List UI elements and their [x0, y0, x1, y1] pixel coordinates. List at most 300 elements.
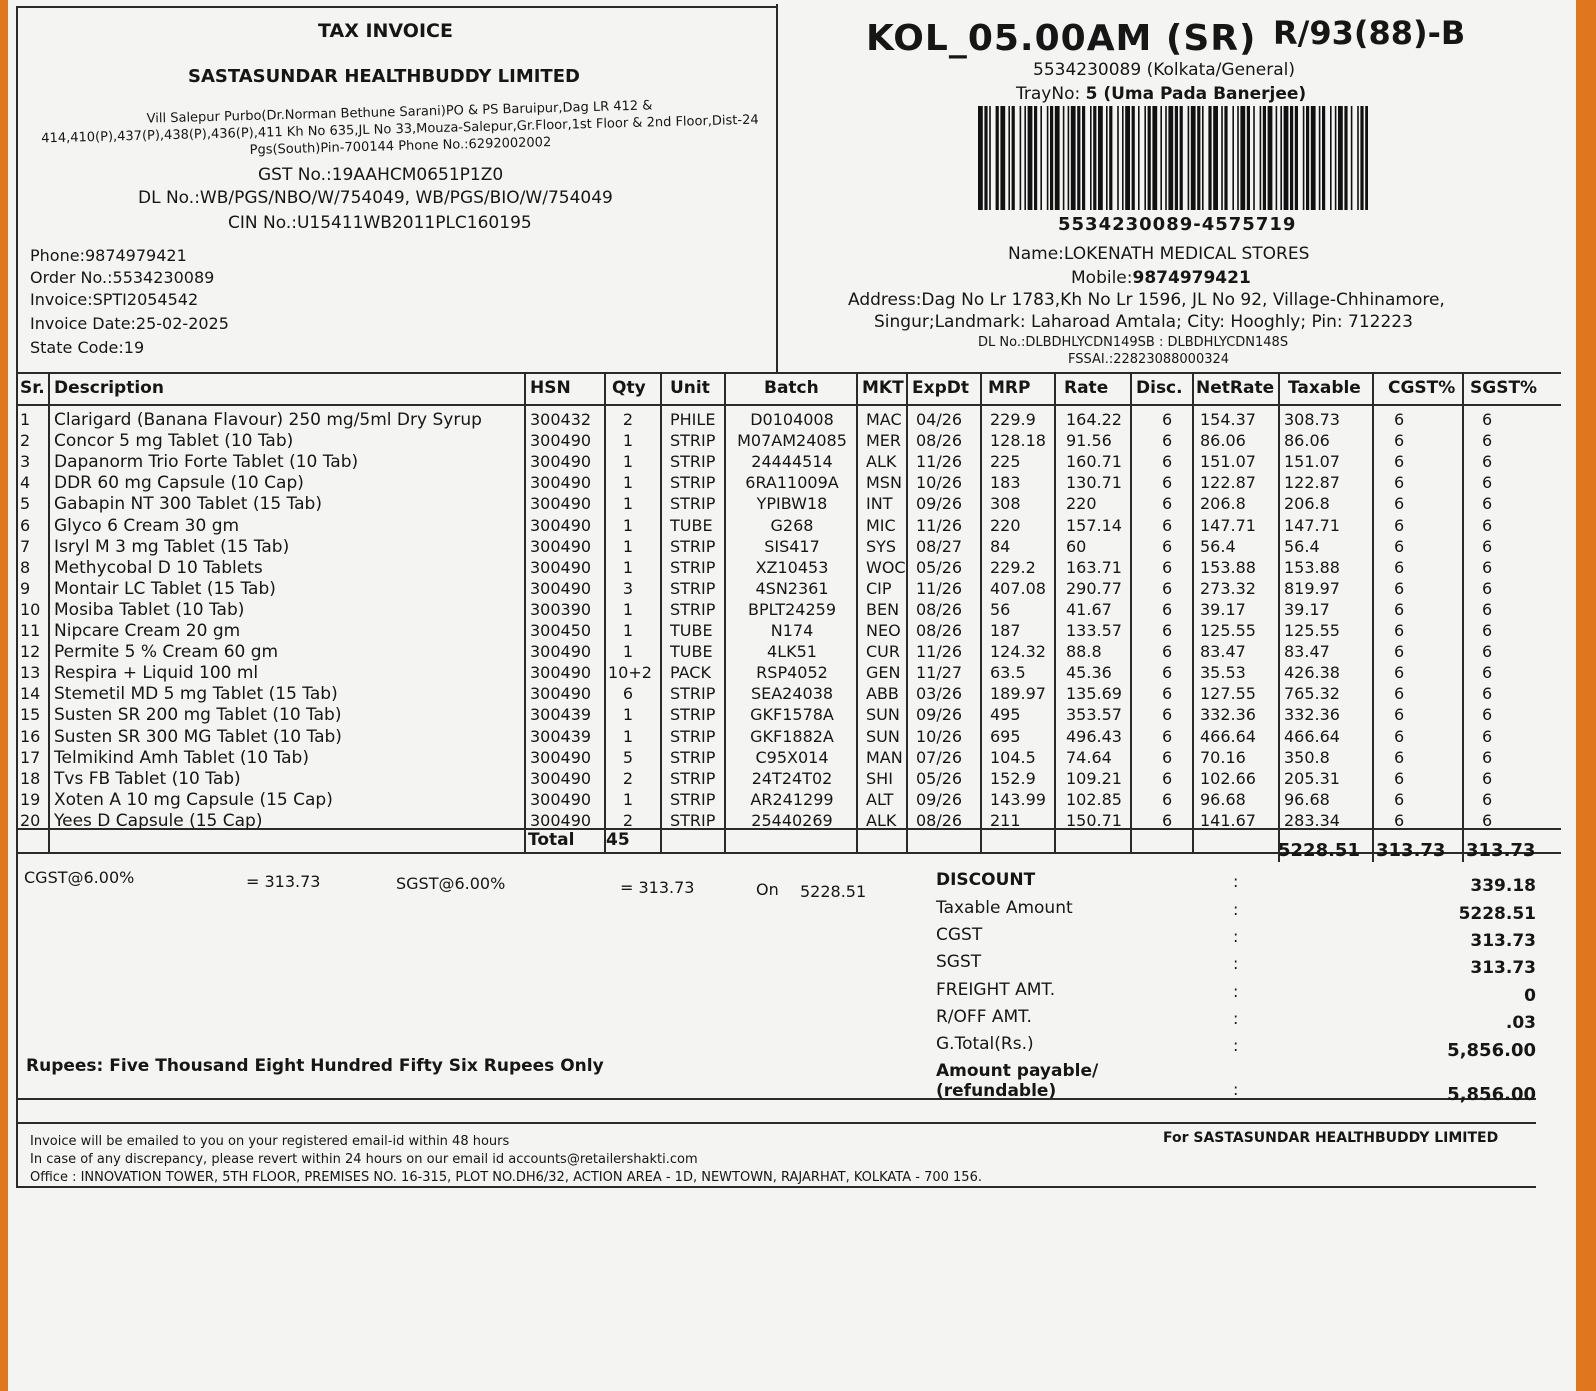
cell-netrate: 127.55	[1200, 684, 1256, 704]
cell-unit: STRIP	[670, 789, 716, 809]
tray-label: TrayNo:	[1016, 84, 1086, 104]
cell-sgst: 6	[1482, 473, 1493, 493]
cell-rate: 41.67	[1066, 599, 1112, 619]
sgst-rate-label: SGST@6.00%	[396, 874, 506, 893]
cell-description: Gabapin NT 300 Tablet (15 Tab)	[54, 494, 322, 515]
cell-rate: 157.14	[1066, 515, 1122, 535]
barcode-bar	[996, 106, 999, 210]
cell-description: Glyco 6 Cream 30 gm	[54, 515, 240, 536]
cell-batch: 4SN2361	[755, 578, 829, 598]
summary-bottom-rule	[16, 1098, 1536, 1100]
cell-qty: 5	[622, 747, 634, 767]
cell-sgst: 6	[1482, 747, 1493, 767]
cell-mkt: ALK	[866, 452, 897, 472]
cell-description: Dapanorm Trio Forte Tablet (10 Tab)	[54, 452, 359, 473]
cell-sr: 10	[20, 599, 41, 619]
amount-payable-colon: :	[1233, 1080, 1239, 1099]
cell-sr: 4	[20, 473, 31, 493]
cell-sr: 15	[20, 705, 41, 725]
cell-qty: 1	[622, 599, 634, 619]
invoice-paper	[8, 0, 1576, 1391]
barcode-bar	[1050, 106, 1053, 210]
total-label: Total	[528, 830, 575, 850]
cell-qty: 1	[622, 452, 634, 472]
cell-expdt: 04/26	[916, 410, 963, 429]
barcode-bar	[1000, 106, 1005, 210]
cell-description: Clarigard (Banana Flavour) 250 mg/5ml Dry Syrup	[54, 410, 482, 430]
barcode-bar	[1268, 106, 1273, 210]
cell-disc: 6	[1162, 684, 1173, 704]
cell-rate: 133.57	[1066, 621, 1122, 640]
table-header-rule	[16, 404, 1561, 406]
barcode-bar	[1077, 106, 1080, 210]
cell-description: Montair LC Tablet (15 Tab)	[54, 578, 276, 599]
cell-sr: 13	[20, 663, 41, 683]
cell-mkt: BEN	[866, 599, 900, 619]
cell-cgst: 6	[1394, 747, 1405, 767]
barcode-bar	[1360, 106, 1363, 210]
barcode-bar	[1055, 106, 1060, 210]
cell-description: Concor 5 mg Tablet (10 Tab)	[54, 431, 294, 452]
cell-mrp: 104.5	[990, 747, 1036, 767]
barcode-bar	[1125, 106, 1130, 210]
cell-hsn: 300490	[530, 684, 592, 704]
th-sgst: SGST%	[1470, 378, 1538, 398]
cell-sr: 9	[20, 578, 31, 598]
total-qty: 45	[606, 830, 630, 850]
th-rate: Rate	[1064, 378, 1109, 398]
cell-batch: AR241299	[750, 789, 834, 809]
cell-cgst: 6	[1394, 599, 1405, 619]
barcode-bar	[1365, 106, 1368, 210]
cell-mrp: 308	[990, 494, 1021, 514]
barcode-bar	[1168, 106, 1173, 210]
cell-mkt: INT	[866, 494, 893, 514]
cell-qty: 1	[622, 515, 634, 535]
col-line	[856, 372, 858, 852]
cell-cgst: 6	[1394, 536, 1405, 556]
cell-netrate: 35.53	[1200, 663, 1246, 683]
col-line	[1130, 372, 1132, 852]
cell-mrp: 56	[990, 599, 1011, 619]
barcode-bar	[1098, 106, 1103, 210]
cell-unit: STRIP	[670, 705, 716, 725]
cell-description: Methycobal D 10 Tablets	[54, 557, 263, 578]
cell-description: Yees D Capsule (15 Cap)	[54, 810, 263, 831]
amount-payable-label-line1: Amount payable/	[936, 1061, 1099, 1081]
summary-value: 0	[1524, 986, 1536, 1006]
invoice-number: Invoice:SPTI2054542	[30, 290, 199, 309]
barcode-bar	[1063, 106, 1065, 210]
barcode-bar	[1090, 106, 1092, 210]
cell-sgst: 6	[1482, 557, 1493, 577]
cell-description: DDR 60 mg Capsule (10 Cap)	[54, 473, 304, 494]
customer-dl: DL No.:DLBDHLYCDN149SB : DLBDHLYCDN148S	[978, 335, 1289, 350]
cell-netrate: 125.55	[1200, 621, 1256, 640]
state-code: State Code:19	[30, 338, 145, 357]
th-sr: Sr.	[20, 378, 45, 398]
table-top-rule	[16, 372, 1561, 374]
cell-batch: RSP4052	[756, 663, 828, 683]
cell-hsn: 300490	[530, 768, 592, 788]
cell-hsn: 300490	[530, 452, 592, 472]
cell-batch: N174	[770, 621, 814, 640]
th-unit: Unit	[670, 378, 710, 398]
tray-value: 5 (Uma Pada Banerjee)	[1085, 84, 1307, 104]
cell-qty: 3	[622, 578, 634, 598]
order-line: 5534230089 (Kolkata/General)	[1033, 60, 1296, 80]
cell-batch: 6RA11009A	[745, 473, 839, 493]
barcode-bar	[989, 106, 991, 210]
cell-sgst: 6	[1482, 452, 1493, 472]
customer-mobile	[1071, 268, 1251, 288]
cell-cgst: 6	[1394, 515, 1405, 535]
cell-cgst: 6	[1394, 431, 1405, 451]
cell-sr: 3	[20, 452, 31, 472]
cell-rate: 102.85	[1066, 789, 1122, 809]
cell-rate: 353.57	[1066, 705, 1122, 725]
order-number: Order No.:5534230089	[30, 268, 215, 287]
cell-disc: 6	[1162, 789, 1173, 809]
barcode-bar	[1221, 106, 1223, 210]
cell-expdt: 07/26	[916, 747, 963, 767]
header-divider	[776, 4, 778, 372]
cell-description: Isryl M 3 mg Tablet (15 Tab)	[54, 536, 290, 557]
total-cgst: 313.73	[1376, 840, 1446, 861]
cell-rate: 130.71	[1066, 473, 1122, 493]
cell-rate: 163.71	[1066, 557, 1122, 577]
border-top-left	[16, 6, 776, 8]
barcode-bar	[1344, 106, 1347, 210]
th-hsn: HSN	[530, 378, 571, 398]
barcode-bar	[1335, 106, 1337, 210]
cell-hsn: 300439	[530, 726, 592, 746]
summary-colon: :	[1233, 927, 1239, 946]
th-description: Description	[54, 378, 164, 398]
barcode-bar	[1040, 106, 1042, 210]
cell-unit: STRIP	[670, 768, 716, 788]
cell-cgst: 6	[1394, 452, 1405, 472]
cell-qty: 1	[622, 536, 634, 556]
cell-mkt: WOC	[866, 557, 906, 577]
cell-cgst: 6	[1394, 494, 1405, 514]
summary-value: 313.73	[1470, 958, 1536, 978]
cell-mkt: SUN	[866, 705, 900, 725]
cell-rate: 150.71	[1066, 810, 1122, 830]
cell-qty: 2	[622, 810, 634, 830]
summary-colon: :	[1233, 872, 1239, 891]
cell-cgst: 6	[1394, 726, 1405, 746]
cell-taxable: 308.73	[1284, 410, 1340, 429]
cell-expdt: 09/26	[916, 705, 963, 725]
cell-disc: 6	[1162, 431, 1173, 451]
summary-value: 339.18	[1470, 876, 1536, 896]
cell-batch: XZ10453	[755, 557, 829, 577]
cell-hsn: 300450	[530, 621, 592, 640]
cell-mkt: NEO	[866, 621, 901, 640]
cell-qty: 1	[622, 621, 634, 640]
th-netrate: NetRate	[1196, 378, 1275, 398]
cell-cgst: 6	[1394, 663, 1405, 683]
amount-payable-label-line2: (refundable)	[936, 1081, 1057, 1101]
cell-disc: 6	[1162, 473, 1173, 493]
col-line	[1372, 372, 1374, 862]
cell-hsn: 300439	[530, 705, 592, 725]
cell-hsn: 300490	[530, 494, 592, 514]
barcode-bar	[1319, 106, 1321, 210]
cell-mkt: MAC	[866, 410, 902, 429]
th-taxable: Taxable	[1288, 378, 1361, 398]
cell-disc: 6	[1162, 410, 1173, 429]
cell-expdt: 08/27	[916, 536, 963, 556]
cell-sr: 2	[20, 431, 31, 451]
cell-rate: 45.36	[1066, 663, 1112, 683]
drug-license: DL No.:WB/PGS/NBO/W/754049, WB/PGS/BIO/W/754049	[138, 188, 613, 208]
cell-batch: GKF1578A	[750, 705, 834, 725]
cell-sr: 11	[20, 621, 41, 640]
cell-batch: GKF1882A	[750, 726, 834, 746]
cell-rate: 109.21	[1066, 768, 1122, 788]
cell-hsn: 300490	[530, 789, 592, 809]
footer-top-rule	[16, 1122, 1536, 1124]
cell-netrate: 151.07	[1200, 452, 1256, 472]
cell-disc: 6	[1162, 578, 1173, 598]
cell-taxable: 426.38	[1284, 663, 1340, 683]
cell-mkt: CUR	[866, 642, 900, 662]
barcode-bar	[1247, 106, 1250, 210]
summary-label: Taxable Amount	[936, 898, 1073, 918]
cell-qty: 1	[622, 705, 634, 725]
cell-batch: D0104008	[750, 410, 834, 429]
cell-netrate: 96.68	[1200, 789, 1246, 809]
cell-mrp: 187	[990, 621, 1021, 640]
barcode-bar	[1295, 106, 1298, 210]
barcode-bar	[1082, 106, 1085, 210]
cell-qty: 6	[622, 684, 634, 704]
customer-name: Name:LOKENATH MEDICAL STORES	[1008, 244, 1310, 264]
cell-unit: STRIP	[670, 431, 716, 451]
cell-mrp: 63.5	[990, 663, 1026, 683]
cell-disc: 6	[1162, 768, 1173, 788]
cell-rate: 88.8	[1066, 642, 1102, 662]
cell-batch: 25440269	[751, 810, 833, 830]
barcode-bar	[1188, 106, 1190, 210]
cell-qty: 1	[622, 726, 634, 746]
cell-cgst: 6	[1394, 768, 1405, 788]
cell-netrate: 86.06	[1200, 431, 1246, 451]
cell-unit: STRIP	[670, 473, 716, 493]
cell-rate: 290.77	[1066, 578, 1122, 598]
cell-sgst: 6	[1482, 705, 1493, 725]
customer-address-1: Address:Dag No Lr 1783,Kh No Lr 1596, JL No 92, Village-Chhinamore,	[848, 290, 1445, 310]
summary-label: R/OFF AMT.	[936, 1007, 1032, 1027]
cgst-rate-value: = 313.73	[246, 872, 321, 891]
cell-sgst: 6	[1482, 578, 1493, 598]
col-line	[524, 372, 526, 852]
cell-expdt: 11/26	[916, 578, 963, 598]
cell-sr: 17	[20, 747, 41, 767]
cell-sr: 7	[20, 536, 31, 556]
summary-label: G.Total(Rs.)	[936, 1034, 1034, 1054]
cell-mkt: CIP	[866, 578, 892, 598]
cell-expdt: 10/26	[916, 726, 963, 746]
cell-cgst: 6	[1394, 642, 1405, 662]
cell-batch: SEA24038	[750, 684, 834, 704]
cell-mkt: MIC	[866, 515, 896, 535]
cell-cgst: 6	[1394, 810, 1405, 830]
cell-expdt: 09/26	[916, 789, 963, 809]
footer-line-1: Invoice will be emailed to you on your registered email-id within 48 hours	[30, 1134, 510, 1149]
cell-mrp: 225	[990, 452, 1021, 472]
route-label: KOL_05.00AM (SR)	[866, 18, 1257, 59]
cell-taxable: 350.8	[1284, 747, 1330, 767]
cell-batch: M07AM24085	[737, 431, 847, 451]
cell-rate: 496.43	[1066, 726, 1122, 746]
summary-value: 5,856.00	[1447, 1040, 1536, 1061]
cell-sgst: 6	[1482, 810, 1493, 830]
cell-netrate: 39.17	[1200, 599, 1246, 619]
cell-description: Stemetil MD 5 mg Tablet (15 Tab)	[54, 684, 338, 705]
summary-label: SGST	[936, 952, 982, 972]
cell-description: Respira + Liquid 100 ml	[54, 663, 259, 684]
cell-mrp: 143.99	[990, 789, 1046, 809]
cell-mkt: ALK	[866, 810, 897, 830]
barcode-number: 5534230089-4575719	[1058, 214, 1297, 235]
cell-mkt: GEN	[866, 663, 901, 683]
cell-hsn: 300490	[530, 557, 592, 577]
th-mrp: MRP	[988, 378, 1031, 398]
cell-description: Tvs FB Tablet (10 Tab)	[54, 768, 241, 789]
amount-in-words: Rupees: Five Thousand Eight Hundred Fifty Six Rupees Only	[26, 1056, 604, 1076]
cell-sr: 20	[20, 810, 41, 830]
cgst-rate-label: CGST@6.00%	[24, 868, 135, 887]
cell-qty: 1	[622, 642, 634, 662]
cell-netrate: 273.32	[1200, 578, 1256, 598]
barcode-bar	[1047, 106, 1049, 210]
on-label: On	[756, 880, 779, 899]
cell-netrate: 332.36	[1200, 705, 1256, 725]
barcode-bar	[1152, 106, 1157, 210]
cell-hsn: 300490	[530, 663, 592, 683]
gst-number: GST No.:19AAHCM0651P1Z0	[258, 165, 504, 185]
mobile-value: 9874979421	[1132, 268, 1251, 288]
cell-mkt: ALT	[866, 789, 894, 809]
cell-taxable: 765.32	[1284, 684, 1340, 704]
cell-description: Xoten A 10 mg Capsule (15 Cap)	[54, 789, 333, 810]
barcode-bar	[1240, 106, 1245, 210]
cell-mrp: 220	[990, 515, 1021, 535]
cell-disc: 6	[1162, 515, 1173, 535]
cell-expdt: 08/26	[916, 431, 963, 451]
cell-rate: 164.22	[1066, 410, 1122, 429]
cell-sgst: 6	[1482, 663, 1493, 683]
barcode-bar	[1148, 106, 1151, 210]
cell-mrp: 229.2	[990, 557, 1036, 577]
cell-sr: 14	[20, 684, 41, 704]
cell-netrate: 102.66	[1200, 768, 1256, 788]
cell-sr: 18	[20, 768, 41, 788]
cell-netrate: 154.37	[1200, 410, 1256, 429]
cell-sgst: 6	[1482, 789, 1493, 809]
cell-netrate: 83.47	[1200, 642, 1246, 662]
cell-expdt: 03/26	[916, 684, 963, 704]
cell-netrate: 122.87	[1200, 473, 1256, 493]
cell-hsn: 300490	[530, 515, 592, 535]
cell-mrp: 189.97	[990, 684, 1046, 704]
cell-rate: 74.64	[1066, 747, 1112, 767]
cell-unit: STRIP	[670, 494, 716, 514]
cell-hsn: 300490	[530, 431, 592, 451]
cell-mrp: 495	[990, 705, 1021, 725]
cell-sgst: 6	[1482, 515, 1493, 535]
cell-batch: BPLT24259	[747, 599, 836, 619]
cell-rate: 60	[1066, 536, 1087, 556]
cell-hsn: 300490	[530, 536, 592, 556]
cell-cgst: 6	[1394, 557, 1405, 577]
cell-cgst: 6	[1394, 684, 1405, 704]
cell-qty: 1	[622, 557, 634, 577]
cell-unit: PACK	[670, 663, 711, 683]
cell-sgst: 6	[1482, 494, 1493, 514]
cell-unit: PHILE	[670, 410, 716, 429]
cell-batch: G268	[770, 515, 814, 535]
cell-sr: 1	[20, 410, 31, 429]
cell-batch: SIS417	[764, 536, 820, 556]
cell-mrp: 124.32	[990, 642, 1046, 662]
cell-batch: 24T24T02	[751, 768, 833, 788]
cell-cgst: 6	[1394, 705, 1405, 725]
cell-unit: TUBE	[670, 515, 713, 535]
cell-taxable: 96.68	[1284, 789, 1330, 809]
cell-cgst: 6	[1394, 410, 1405, 429]
cell-mrp: 128.18	[990, 431, 1046, 451]
cell-disc: 6	[1162, 642, 1173, 662]
cell-disc: 6	[1162, 810, 1173, 830]
barcode-bar	[1028, 106, 1033, 210]
invoice-date: Invoice Date:25-02-2025	[30, 314, 229, 333]
cell-mrp: 152.9	[990, 768, 1036, 788]
cell-unit: STRIP	[670, 452, 716, 472]
cell-qty: 1	[622, 431, 634, 451]
cell-disc: 6	[1162, 747, 1173, 767]
th-batch: Batch	[764, 378, 819, 398]
summary-colon: :	[1233, 1036, 1239, 1055]
summary-colon: :	[1233, 1009, 1239, 1028]
cell-sr: 5	[20, 494, 31, 514]
cell-expdt: 11/27	[916, 663, 963, 683]
cell-qty: 1	[622, 494, 634, 514]
summary-label: FREIGHT AMT.	[936, 980, 1056, 1000]
cell-unit: STRIP	[670, 726, 716, 746]
cell-sgst: 6	[1482, 684, 1493, 704]
cell-sgst: 6	[1482, 726, 1493, 746]
cell-taxable: 819.97	[1284, 578, 1340, 598]
col-line	[604, 372, 606, 852]
cell-expdt: 05/26	[916, 768, 963, 788]
barcode-bar	[1357, 106, 1359, 210]
barcode-bar	[1322, 106, 1325, 210]
cell-sr: 8	[20, 557, 31, 577]
cell-rate: 160.71	[1066, 452, 1122, 472]
amount-payable-value: 5,856.00	[1447, 1084, 1536, 1105]
cell-sgst: 6	[1482, 621, 1493, 640]
summary-label: CGST	[936, 925, 983, 945]
summary-value: .03	[1505, 1013, 1536, 1033]
customer-address-2: Singur;Landmark: Laharoad Amtala; City: Hooghly; Pin: 712223	[874, 312, 1413, 332]
cell-rate: 220	[1066, 494, 1097, 514]
cell-hsn: 300490	[530, 578, 592, 598]
cell-taxable: 56.4	[1284, 536, 1320, 556]
